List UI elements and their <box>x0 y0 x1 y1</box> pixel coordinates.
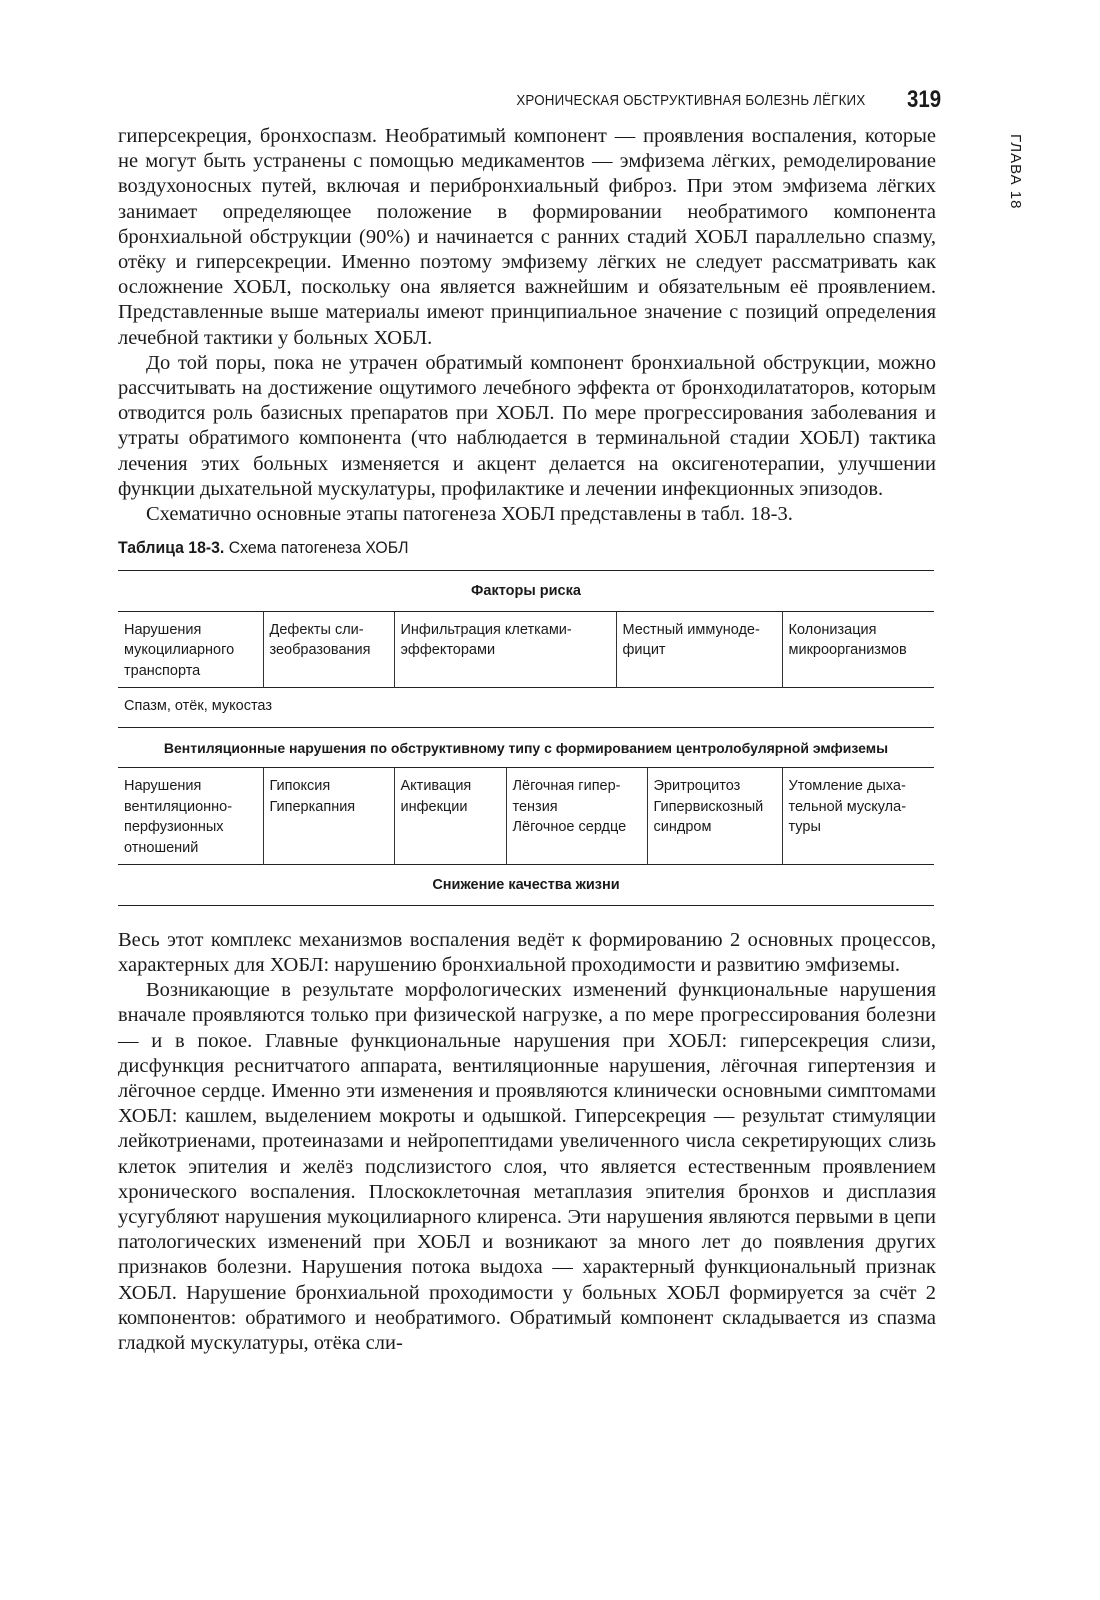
ventilation-header: Вентиляционные нарушения по обструктивному типу с формированием центролобулярной эмфиземы <box>118 727 934 768</box>
effects-row <box>118 768 934 865</box>
paragraph-5: Возникающие в результате морфологических изменений функциональные нарушения вначале проявляются только при физической нагрузке, а по мере прогрессирования болезни — и в покое. Главные функциональные нарушения при ХОБЛ: гиперсекреция слизи, дисфункция реснитчатого аппарата, вентиляционные нарушения, лёгочная гипертензия и лёгочное сердце. Именно эти изменения и проявляются клинически основными симптомами ХОБЛ: кашлем, выделением мокроты и одышкой. Гиперсекреция — результат стимуляции лейкотриенами, протеиназами и нейропептидами увеличенного числа секретирующих слизь клеток эпителия и желёз подслизистого слоя, что является естественным проявлением хронического воспаления. Плоскоклеточная метаплазия эпителия бронхов и дисплазия усугубляют нарушения мукоцилиарного клиренса. Эти нарушения являются первыми в цепи патологических изменений при ХОБЛ и возникают за много лет до появления других признаков болезни. Нарушения потока выдоха — характерный функциональный признак ХОБЛ. Нарушение бронхиальной проходимости у больных ХОБЛ формируется за счёт 2 компонентов: обратимого и необратимого. Обратимый компонент складывается из спазма гладкой мускулатуры, отёка сли- <box>118 979 936 1354</box>
table-cell: Инфильтрация клетками-эффекторами <box>394 611 616 688</box>
spasm-row: Спазм, отёк, мукостаз <box>118 688 934 728</box>
table-cell: Нарушения вентиляционно-перфузионных отношений <box>118 768 263 865</box>
table-cell: Эритроцитоз Гипервискозный синдром <box>647 768 782 865</box>
table-cell: Нарушения мукоцилиарного транспорта <box>118 611 263 688</box>
paragraph-1: гиперсекреция, бронхоспазм. Необратимый компонент — проявления воспаления, которые не могут быть устранены с помощью медикаментов — эмфизема лёгких, ремоделирование воздухоносных путей, включая и перибронхиальный фиброз. При этом эмфизема лёгких занимает определяющее положение в формировании необратимого компонента бронхиальной обструкции (90%) и начинается с ранних стадий ХОБЛ параллельно спазму, отёку и гиперсекреции. Именно поэтому эмфизему лёгких не следует рассматривать как осложнение ХОБЛ, поскольку она является важнейшим и обязательным её проявлением. Представленные выше материалы имеют принципиальное значение с позиций определения лечебной тактики у больных ХОБЛ. <box>118 125 936 349</box>
table-cell: Колонизация микроорганизмов <box>782 611 934 688</box>
paragraph-4: Весь этот комплекс механизмов воспаления ведёт к формированию 2 основных процессов, характерных для ХОБЛ: нарушению бронхиальной проходимости и развитию эмфиземы. <box>118 928 936 976</box>
table-cell: Утомление дыхательной мускулатуры <box>782 768 934 865</box>
pathogenesis-table <box>118 570 934 906</box>
risk-factors-row <box>118 611 934 688</box>
table-cell: Местный иммунодефицит <box>616 611 782 688</box>
chapter-tab-label: ГЛАВА 18 <box>1007 134 1024 210</box>
chapter-tab <box>1002 134 1026 218</box>
running-head <box>118 86 941 120</box>
table-cell: Дефекты слизеобразования <box>263 611 394 688</box>
table-caption-label: Таблица 18-3. <box>118 538 225 558</box>
risk-factors-header: Факторы риска <box>118 571 934 612</box>
outcome-row: Снижение качества жизни <box>118 865 934 906</box>
table-cell: Гипоксия Гиперкапния <box>263 768 394 865</box>
running-title: ХРОНИЧЕСКАЯ ОБСТРУКТИВНАЯ БОЛЕЗНЬ ЛЁГКИХ <box>515 93 865 109</box>
table-caption <box>118 538 879 558</box>
page-body <box>118 124 936 1356</box>
table-cell: Лёгочная гипертензия Лёгочное сердце <box>506 768 647 865</box>
paragraph-3: Схематично основные этапы патогенеза ХОБЛ представлены в табл. 18-3. <box>146 503 793 526</box>
table-cell: Активация инфекции <box>394 768 506 865</box>
table-caption-text: Схема патогенеза ХОБЛ <box>228 538 409 558</box>
paragraph-2: До той поры, пока не утрачен обратимый компонент бронхиальной обструкции, можно рассчитывать на достижение ощутимого лечебного эффекта от бронходилататоров, которым отводится роль базисных препаратов при ХОБЛ. По мере прогрессирования заболевания и утраты обратимого компонента (что наблюдается в терминальной стадии ХОБЛ) тактика лечения этих больных изменяется и акцент делается на оксигенотерапии, улучшении функции дыхательной мускулатуры, профилактике и лечении инфекционных эпизодов. <box>118 351 936 500</box>
page-number: 319 <box>906 86 941 113</box>
